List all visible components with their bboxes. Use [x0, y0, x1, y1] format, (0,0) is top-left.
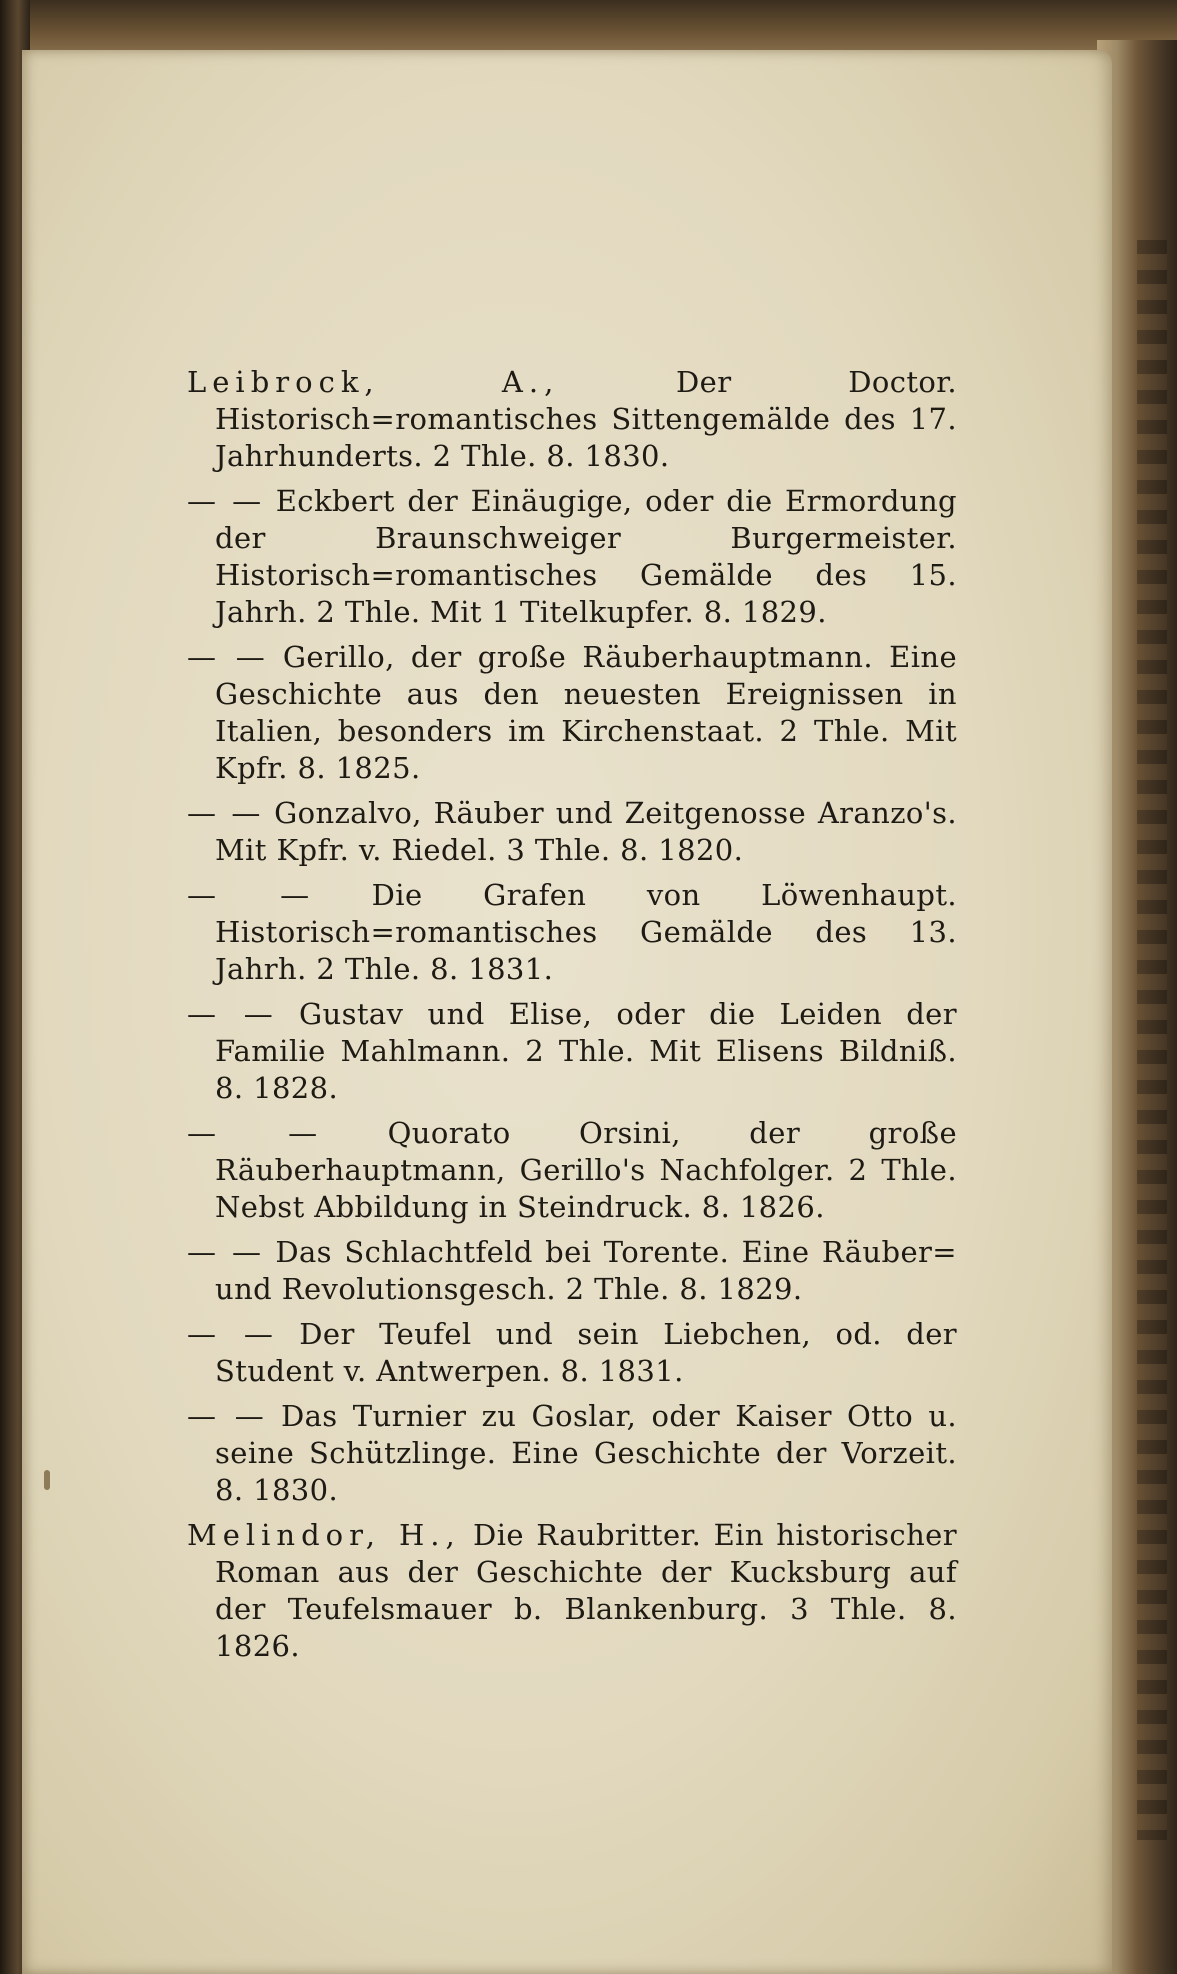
- catalog-entry: [187, 996, 957, 1107]
- page-mark: [44, 1470, 50, 1490]
- catalog-entry: [187, 795, 957, 869]
- entry-text: Eckbert der Einäugige, oder die Ermordung der Braunschweiger Burgermeister. Historisch=romantisches Gemälde des 15. Jahrh. 2 Thle. Mit 1 Titelkupfer. 8. 1829.: [215, 484, 957, 629]
- entry-dash: — —: [187, 1116, 320, 1150]
- entry-text: Das Turnier zu Goslar, oder Kaiser Otto u. seine Schützlinge. Eine Geschichte der Vorzeit. 8. 1830.: [215, 1399, 958, 1507]
- catalog-entries: [187, 362, 957, 1673]
- entry-author: Leibrock, A.,: [187, 365, 560, 399]
- page: [22, 50, 1112, 1974]
- catalog-entry: [187, 639, 957, 787]
- entry-text: Die Raubritter. Ein historischer Roman aus der Geschichte der Kucksburg auf der Teufelsmauer b. Blankenburg. 3 Thle. 8. 1826.: [215, 1518, 957, 1663]
- entry-dash: — —: [187, 1317, 275, 1351]
- entry-dash: — —: [187, 1235, 263, 1269]
- entry-dash: — —: [187, 484, 264, 518]
- entry-text: Gonzalvo, Räuber und Zeitgenosse Aranzo's. Mit Kpfr. v. Riedel. 3 Thle. 8. 1820.: [215, 796, 958, 867]
- entry-dash: — —: [187, 640, 267, 674]
- catalog-entry: [187, 1234, 957, 1308]
- entry-text: Der Doctor. Historisch=romantisches Sittengemälde des 17. Jahrhunderts. 2 Thle. 8. 1830.: [215, 365, 957, 473]
- catalog-entry: [187, 1517, 957, 1665]
- catalog-entry: [187, 1398, 957, 1509]
- entry-dash: — —: [187, 1399, 266, 1433]
- catalog-entry: [187, 1115, 957, 1226]
- entry-text: Der Teufel und sein Liebchen, od. der Student v. Antwerpen. 8. 1831.: [215, 1317, 958, 1388]
- entry-text: Das Schlachtfeld bei Torente. Eine Räuber= und Revolutionsgesch. 2 Thle. 8. 1829.: [215, 1235, 957, 1306]
- catalog-entry: [187, 364, 957, 475]
- entry-text: Quorato Orsini, der große Räuberhauptmann, Gerillo's Nachfolger. 2 Thle. Nebst Abbildung in Steindruck. 8. 1826.: [215, 1116, 958, 1224]
- entry-dash: — —: [187, 878, 312, 912]
- catalog-entry: [187, 877, 957, 988]
- catalog-entry: [187, 1316, 957, 1390]
- entry-dash: — —: [187, 796, 263, 830]
- catalog-entry: [187, 483, 957, 631]
- entry-text: Die Grafen von Löwenhaupt. Historisch=romantisches Gemälde des 13. Jahrh. 2 Thle. 8. 1831.: [215, 878, 957, 986]
- entry-author: Melindor, H.,: [187, 1518, 461, 1552]
- entry-text: Gerillo, der große Räuberhauptmann. Eine Geschichte aus den neuesten Ereignissen in Italien, besonders im Kirchenstaat. 2 Thle. Mit Kpfr. 8. 1825.: [215, 640, 958, 785]
- entry-dash: — —: [187, 997, 275, 1031]
- entry-text: Gustav und Elise, oder die Leiden der Familie Mahlmann. 2 Thle. Mit Elisens Bildniß. 8. 1828.: [215, 997, 957, 1105]
